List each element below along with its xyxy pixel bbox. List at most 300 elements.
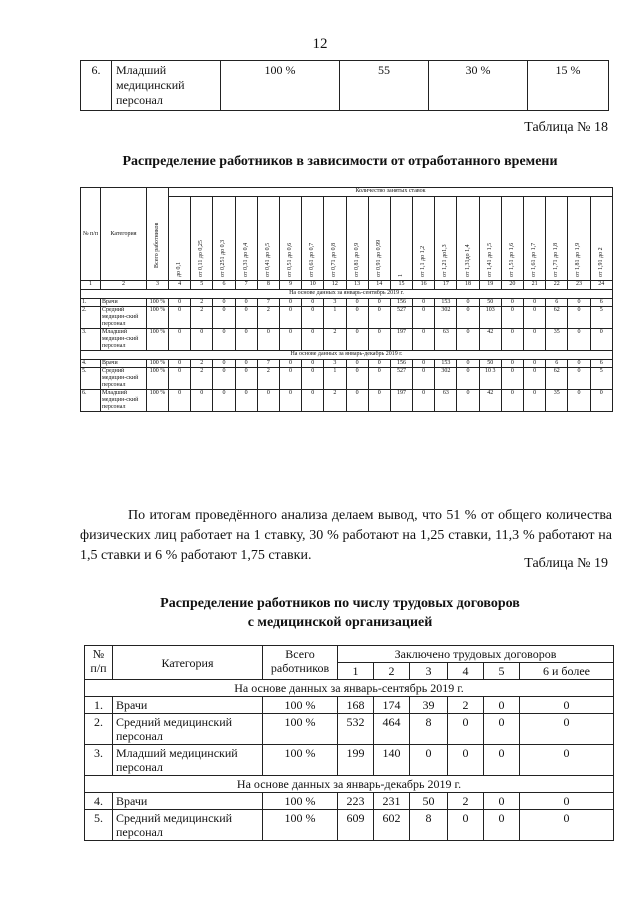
column-number: 9 xyxy=(279,281,301,290)
section-row xyxy=(85,680,614,697)
header-label: от 0,41 до 0,5 xyxy=(264,242,271,277)
table-cell: 1 xyxy=(324,368,346,390)
column-number: 7 xyxy=(235,281,257,290)
table-cell: 2 xyxy=(191,360,213,368)
section-title: На основе данных за январь-сентябрь 2019 г. xyxy=(81,290,613,299)
table-cell: 0 xyxy=(413,329,435,351)
table-cell: 0 xyxy=(501,299,523,307)
header-label: 1 xyxy=(397,274,404,277)
table-cell: 0 xyxy=(213,329,235,351)
table-cell: 0 xyxy=(346,307,368,329)
table-cell: 7 xyxy=(257,299,279,307)
workload-table xyxy=(80,187,613,412)
table-cell: 50 xyxy=(410,793,448,810)
table-cell: 3 xyxy=(324,299,346,307)
table-cell: 0 xyxy=(484,793,520,810)
table-cell: 0 xyxy=(279,307,301,329)
table-cell: Средний медицин-ский персонал xyxy=(101,368,147,390)
header-cell: 5 xyxy=(484,663,520,680)
table-cell: 0 xyxy=(235,368,257,390)
column-number: 24 xyxy=(590,281,612,290)
table-cell: 50 xyxy=(479,360,501,368)
table-cell: 0 xyxy=(524,299,546,307)
table-cell: 156 xyxy=(390,299,412,307)
table-cell: 2 xyxy=(324,329,346,351)
header-cell: 4 xyxy=(448,663,484,680)
header-label: от 0,31 до 0,4 xyxy=(242,242,249,277)
header-label: от 1,61 до 1,7 xyxy=(531,242,538,277)
column-number: 2 xyxy=(101,281,147,290)
table-cell: 50 xyxy=(479,299,501,307)
table-cell: 0 xyxy=(413,368,435,390)
section-row xyxy=(81,290,613,299)
column-number: 1 xyxy=(81,281,101,290)
table-cell: 55 xyxy=(340,61,429,111)
table-cell: 0 xyxy=(191,329,213,351)
table-cell: 35 xyxy=(546,390,568,412)
table-cell: 0 xyxy=(520,793,614,810)
column-number: 13 xyxy=(346,281,368,290)
table-row xyxy=(85,793,614,810)
table-cell: Средний медицин-ский персонал xyxy=(101,307,147,329)
table-cell: Младший медицин-ский персонал xyxy=(101,390,147,412)
table-cell: 0 xyxy=(235,307,257,329)
header-cell: № п/п xyxy=(85,646,113,680)
header-cell xyxy=(147,188,169,281)
table-cell: 0 xyxy=(568,299,590,307)
table-cell: 1. xyxy=(85,697,113,714)
table-cell: 0 xyxy=(368,329,390,351)
table-cell: 0 xyxy=(346,329,368,351)
title-line: с медицинской организацией xyxy=(247,615,433,630)
table-cell: 0 xyxy=(169,368,191,390)
header-label: от 0,251 до 0,3 xyxy=(220,239,227,277)
table-cell: 0 xyxy=(302,299,324,307)
table-row xyxy=(81,307,613,329)
title-line: Распределение работников по числу трудовых договоров xyxy=(160,596,520,611)
table-cell: 100 % xyxy=(263,810,338,841)
column-number: 20 xyxy=(501,281,523,290)
table-cell: 100 % xyxy=(263,745,338,776)
table-cell: 100 % xyxy=(147,368,169,390)
table-title xyxy=(0,594,640,632)
table-cell: 0 xyxy=(413,307,435,329)
table-caption: Таблица № 19 xyxy=(524,556,608,571)
table-cell: 156 xyxy=(390,360,412,368)
table-cell: 0 xyxy=(346,390,368,412)
header-cell xyxy=(501,197,523,281)
table-cell: 4. xyxy=(85,793,113,810)
table-cell: 0 xyxy=(213,299,235,307)
table-cell: 0 xyxy=(368,299,390,307)
table-cell: 0 xyxy=(524,329,546,351)
table-cell: 0 xyxy=(524,368,546,390)
header-cell: Количество занятых ставок xyxy=(169,188,613,197)
header-cell xyxy=(324,197,346,281)
header-label: от 1,21 до1,3 xyxy=(442,244,449,277)
table-cell: 0 xyxy=(279,368,301,390)
table-cell: 0 xyxy=(169,329,191,351)
table-cell: 0 xyxy=(191,390,213,412)
table-cell: 0 xyxy=(524,360,546,368)
table-cell: 63 xyxy=(435,390,457,412)
table-cell: 2 xyxy=(257,368,279,390)
table-row xyxy=(81,61,609,111)
table-cell: 0 xyxy=(368,368,390,390)
table-cell: 2 xyxy=(191,299,213,307)
table-cell: 1. xyxy=(81,299,101,307)
header-label: от 1,81 до 1,9 xyxy=(575,242,582,277)
table-cell: 7 xyxy=(257,360,279,368)
table-cell: 100 % xyxy=(263,714,338,745)
table-cell: 0 xyxy=(368,360,390,368)
table-cell: 2 xyxy=(191,307,213,329)
table-cell: Врачи xyxy=(113,793,263,810)
table-row xyxy=(85,810,614,841)
table-cell: Врачи xyxy=(101,360,147,368)
table-row xyxy=(85,714,614,745)
table-cell: 0 xyxy=(213,307,235,329)
table-cell: 6. xyxy=(81,390,101,412)
table-caption: Таблица № 18 xyxy=(524,120,608,135)
table-row xyxy=(85,697,614,714)
column-number: 23 xyxy=(568,281,590,290)
header-cell: 6 и более xyxy=(520,663,614,680)
header-label: от 0,51 до 0,6 xyxy=(287,242,294,277)
table-cell: 197 xyxy=(390,329,412,351)
header-cell xyxy=(257,197,279,281)
table-cell: 0 xyxy=(448,714,484,745)
header-cell xyxy=(568,197,590,281)
table-cell: 0 xyxy=(279,390,301,412)
table-cell: 42 xyxy=(479,329,501,351)
table-row xyxy=(81,299,613,307)
table-cell: 63 xyxy=(435,329,457,351)
table-cell: 0 xyxy=(484,745,520,776)
header-cell xyxy=(346,197,368,281)
table-cell: 0 xyxy=(457,360,479,368)
table-cell: 153 xyxy=(435,360,457,368)
table-cell: 0 xyxy=(484,810,520,841)
column-number: 16 xyxy=(413,281,435,290)
table-cell: 0 xyxy=(235,329,257,351)
table-cell: 0 xyxy=(457,390,479,412)
column-number: 10 xyxy=(302,281,324,290)
table-cell: 0 xyxy=(457,307,479,329)
section-title: На основе данных за январь-декабрь 2019 г. xyxy=(85,776,614,793)
table-cell: 0 xyxy=(302,329,324,351)
table-cell: 3 xyxy=(324,360,346,368)
table-cell: 1 xyxy=(324,307,346,329)
table-cell: 100 % xyxy=(147,299,169,307)
header-cell xyxy=(524,197,546,281)
table-cell: 0 xyxy=(368,390,390,412)
table-cell: 0 xyxy=(457,329,479,351)
table-cell: 2 xyxy=(324,390,346,412)
column-number: 12 xyxy=(324,281,346,290)
table-cell: 0 xyxy=(413,360,435,368)
table-cell: 15 % xyxy=(528,61,609,111)
header-label: от 1,91 до 2 xyxy=(597,247,604,277)
table-cell: 0 xyxy=(457,368,479,390)
header-label: от 0,61 до 0,7 xyxy=(309,242,316,277)
table-title: Распределение работников в зависимости от отработанного времени xyxy=(122,154,558,169)
conclusion-paragraph: По итогам проведённого анализа делаем вывод, что 51 % от общего количества физических лиц работает на 1 ставку, 30 % работают на 1,25 ставки, 11,3 % работают на 1,5 ставки и 6 % работают 1,75 ставки. xyxy=(80,508,612,563)
table-cell: 199 xyxy=(338,745,374,776)
section-row xyxy=(81,351,613,360)
table-cell: 2 xyxy=(257,307,279,329)
table-cell: 5 xyxy=(590,368,612,390)
header-cell: 3 xyxy=(410,663,448,680)
table-cell: 174 xyxy=(374,697,410,714)
section-title: На основе данных за январь-сентябрь 2019 г. xyxy=(85,680,614,697)
table-cell: 3. xyxy=(81,329,101,351)
table-cell: 3. xyxy=(85,745,113,776)
header-cell xyxy=(368,197,390,281)
table-cell: Врачи xyxy=(113,697,263,714)
table-cell: 0 xyxy=(279,329,301,351)
header-label: от 1,31до 1,4 xyxy=(464,244,471,277)
table-cell: 0 xyxy=(302,390,324,412)
table-cell: 4. xyxy=(81,360,101,368)
column-number: 3 xyxy=(147,281,169,290)
table-cell: 5. xyxy=(81,368,101,390)
table-row xyxy=(81,368,613,390)
table-cell: 0 xyxy=(448,745,484,776)
column-number: 5 xyxy=(191,281,213,290)
table-cell: 0 xyxy=(302,307,324,329)
table-cell: 0 xyxy=(568,329,590,351)
table-cell: 100 % xyxy=(221,61,340,111)
header-label: от 0,91 до 0,99 xyxy=(375,239,382,277)
table-cell: Средний медицинский персонал xyxy=(113,714,263,745)
table-cell: 62 xyxy=(546,368,568,390)
table-cell: 2. xyxy=(81,307,101,329)
column-number-row xyxy=(81,281,613,290)
header-cell xyxy=(479,197,501,281)
table-cell: 0 xyxy=(213,368,235,390)
table-cell: 0 xyxy=(302,360,324,368)
table-cell: 5 xyxy=(590,307,612,329)
table-row xyxy=(85,745,614,776)
table-cell: 0 xyxy=(520,697,614,714)
table-cell: 100 % xyxy=(263,793,338,810)
table-cell: Средний медицинский персонал xyxy=(113,810,263,841)
table-cell: 0 xyxy=(169,299,191,307)
table-cell: 0 xyxy=(257,390,279,412)
table-cell: 0 xyxy=(568,360,590,368)
column-number: 21 xyxy=(524,281,546,290)
table-cell: 0 xyxy=(590,390,612,412)
column-number: 8 xyxy=(257,281,279,290)
table-cell: 8 xyxy=(410,810,448,841)
table-header-row xyxy=(85,646,614,663)
table-cell: 0 xyxy=(410,745,448,776)
column-number: 19 xyxy=(479,281,501,290)
header-cell xyxy=(191,197,213,281)
table-cell: 100 % xyxy=(147,307,169,329)
table-cell: 2 xyxy=(448,793,484,810)
table-cell: 0 xyxy=(457,299,479,307)
section-title: На основе данных за январь-декабрь 2019 г. xyxy=(81,351,613,360)
header-cell: 2 xyxy=(374,663,410,680)
table-cell: 6. xyxy=(81,61,112,111)
table-cell: 100 % xyxy=(147,329,169,351)
header-cell: Заключено трудовых договоров xyxy=(338,646,614,663)
page-number: 12 xyxy=(312,36,328,52)
table-cell: 5. xyxy=(85,810,113,841)
table-cell: 0 xyxy=(346,360,368,368)
table-cell: 0 xyxy=(448,810,484,841)
column-number: 15 xyxy=(390,281,412,290)
header-label: от 0,81 до 0,9 xyxy=(353,242,360,277)
table-cell: 153 xyxy=(435,299,457,307)
table-row xyxy=(81,390,613,412)
table-cell: 42 xyxy=(479,390,501,412)
table-cell: 0 xyxy=(213,360,235,368)
table-cell: 197 xyxy=(390,390,412,412)
header-cell xyxy=(435,197,457,281)
table-cell: 0 xyxy=(169,360,191,368)
header-cell xyxy=(302,197,324,281)
table-cell: Врачи xyxy=(101,299,147,307)
table-cell: 0 xyxy=(346,299,368,307)
column-number: 14 xyxy=(368,281,390,290)
table-cell: 0 xyxy=(520,745,614,776)
table-header-row xyxy=(81,188,613,197)
table-row xyxy=(81,329,613,351)
table-cell: Младший медицинский персонал xyxy=(113,745,263,776)
table-cell: 0 xyxy=(413,390,435,412)
header-cell xyxy=(279,197,301,281)
header-cell: Всего работников xyxy=(263,646,338,680)
column-number: 6 xyxy=(213,281,235,290)
column-number: 17 xyxy=(435,281,457,290)
header-cell: 1 xyxy=(338,663,374,680)
table-cell: 609 xyxy=(338,810,374,841)
table-cell: 6 xyxy=(590,299,612,307)
table-cell: 0 xyxy=(279,360,301,368)
table-cell: 2 xyxy=(191,368,213,390)
table-cell: 602 xyxy=(374,810,410,841)
header-label: от 0,11 до 0,25 xyxy=(198,240,205,277)
table-cell: 0 xyxy=(568,307,590,329)
table-cell: 0 xyxy=(520,714,614,745)
table-cell: 103 xyxy=(479,307,501,329)
table-cell: 100 % xyxy=(147,390,169,412)
header-label: до 0,1 xyxy=(176,261,183,277)
section-row xyxy=(85,776,614,793)
table-cell: 0 xyxy=(302,368,324,390)
continued-table xyxy=(80,60,609,111)
table-cell: 0 xyxy=(501,329,523,351)
header-cell xyxy=(213,197,235,281)
column-number: 22 xyxy=(546,281,568,290)
table-cell: 0 xyxy=(520,810,614,841)
table-cell: 168 xyxy=(338,697,374,714)
table-cell: 0 xyxy=(413,299,435,307)
header-cell: Категория xyxy=(113,646,263,680)
table-cell: 0 xyxy=(213,390,235,412)
header-label: Всего работников xyxy=(154,222,160,268)
header-cell: Категория xyxy=(101,188,147,281)
header-cell: № п/п xyxy=(81,188,101,281)
header-label: от 0,71 до 0,8 xyxy=(331,242,338,277)
header-cell xyxy=(235,197,257,281)
table-cell: 100 % xyxy=(147,360,169,368)
table-cell: 35 xyxy=(546,329,568,351)
table-cell: 0 xyxy=(501,390,523,412)
table-cell: 0 xyxy=(235,299,257,307)
table-cell: 62 xyxy=(546,307,568,329)
header-label: от 1,1 до 1,2 xyxy=(420,245,427,277)
table-cell: 302 xyxy=(435,307,457,329)
table-cell: 0 xyxy=(484,714,520,745)
table-cell: 30 % xyxy=(429,61,528,111)
table-cell: 0 xyxy=(368,307,390,329)
table-cell: 0 xyxy=(568,368,590,390)
table-cell: 39 xyxy=(410,697,448,714)
table-cell: 0 xyxy=(484,697,520,714)
table-cell: Младший медицинский персонал xyxy=(112,61,221,111)
header-cell xyxy=(169,197,191,281)
header-label: от 1,51 до 1,6 xyxy=(508,242,515,277)
header-label: от 1,71 до 1,8 xyxy=(553,242,560,277)
table-cell: Младший медицин-ский персонал xyxy=(101,329,147,351)
table-cell: 2 xyxy=(448,697,484,714)
table-cell: 302 xyxy=(435,368,457,390)
table-cell: 0 xyxy=(501,307,523,329)
column-number: 4 xyxy=(169,281,191,290)
table-cell: 0 xyxy=(346,368,368,390)
table-cell: 0 xyxy=(169,307,191,329)
table-cell: 6 xyxy=(546,360,568,368)
table-cell: 2. xyxy=(85,714,113,745)
column-number: 18 xyxy=(457,281,479,290)
table-cell: 0 xyxy=(568,390,590,412)
table-cell: 532 xyxy=(338,714,374,745)
header-cell xyxy=(390,197,412,281)
table-cell: 10 3 xyxy=(479,368,501,390)
table-cell: 0 xyxy=(501,360,523,368)
table-cell: 527 xyxy=(390,368,412,390)
table-cell: 0 xyxy=(235,390,257,412)
table-cell: 6 xyxy=(590,360,612,368)
table-cell: 231 xyxy=(374,793,410,810)
contracts-table xyxy=(84,645,614,841)
header-cell xyxy=(546,197,568,281)
table-cell: 0 xyxy=(524,390,546,412)
table-cell: 223 xyxy=(338,793,374,810)
table-cell: 464 xyxy=(374,714,410,745)
table-cell: 0 xyxy=(590,329,612,351)
header-cell xyxy=(413,197,435,281)
table-cell: 0 xyxy=(501,368,523,390)
table-cell: 0 xyxy=(524,307,546,329)
table-cell: 0 xyxy=(169,390,191,412)
table-cell: 100 % xyxy=(263,697,338,714)
table-cell: 0 xyxy=(279,299,301,307)
table-cell: 527 xyxy=(390,307,412,329)
table-cell: 0 xyxy=(235,360,257,368)
table-cell: 0 xyxy=(257,329,279,351)
header-cell xyxy=(590,197,612,281)
table-cell: 8 xyxy=(410,714,448,745)
table-cell: 140 xyxy=(374,745,410,776)
table-cell: 6 xyxy=(546,299,568,307)
header-label: от 1,41 до 1,5 xyxy=(486,242,493,277)
table-row xyxy=(81,360,613,368)
